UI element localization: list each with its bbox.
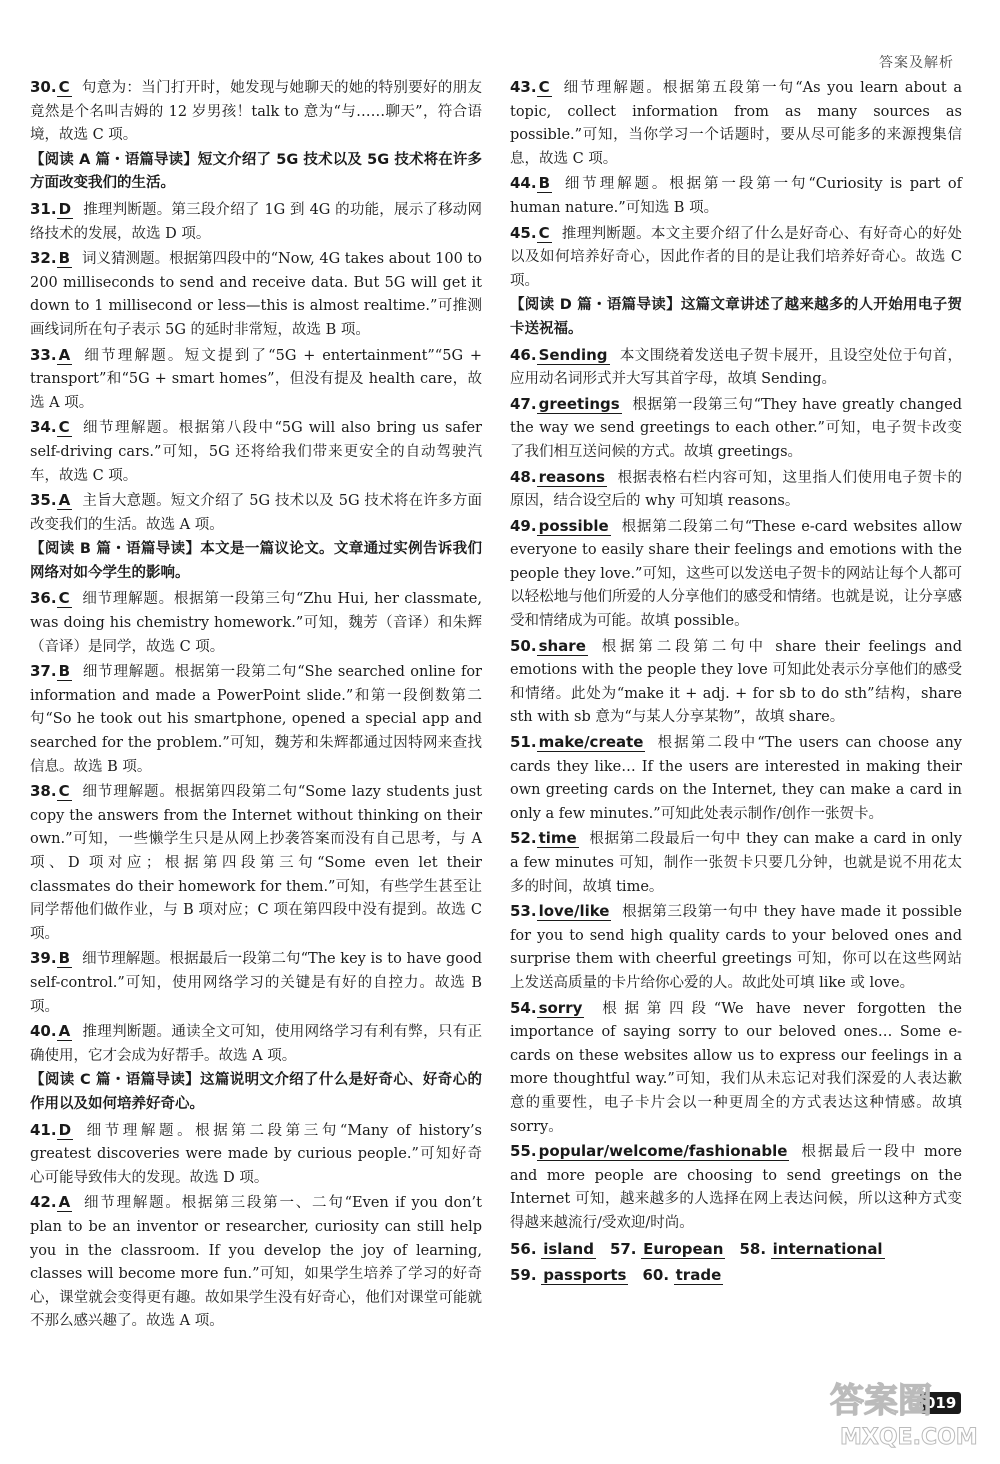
answer-key: European bbox=[643, 1239, 724, 1258]
explanation-text: 细节理解题。短文提到了“5G + entertainment”“5G + transport”和“5G + smart homes”，但没有提及 health care，故选 A 项。 bbox=[30, 347, 482, 411]
explanation-text: 细节理解题。根据第八段中“5G will also bring us safer self-driving cars.”可知，5G 还将给我们带来更安全的自动驾驶汽车，故选 C 项。 bbox=[30, 420, 482, 484]
reading-guide: 【阅读 B 篇・语篇导读】本文是一篇议论文。文章通过实例告诉我们网络对如今学生的影响。 bbox=[30, 541, 482, 581]
answer-key: A bbox=[58, 1193, 71, 1212]
answer-entry bbox=[510, 731, 962, 826]
explanation-text: 细节理解题。根据最后一段第二句“The key is to have good self-control.”可知，使用网络学习的关键是有好的自控力。故选 B 项。 bbox=[30, 951, 482, 1015]
short-answer-item bbox=[739, 1239, 884, 1258]
answer-key: D bbox=[58, 1120, 72, 1139]
question-number: 49. bbox=[510, 516, 537, 535]
answer-key: C bbox=[58, 418, 70, 437]
answer-entry bbox=[30, 1191, 482, 1334]
answer-entry bbox=[30, 660, 482, 779]
explanation-text: 主旨大意题。短文介绍了 5G 技术以及 5G 技术将在许多方面改变我们的生活。故选 A 项。 bbox=[30, 493, 482, 533]
explanation-text: 根据第二段最后一句中 they can make a card in only a few minutes 可知，制作一张贺卡只要几分钟，也就是说不用花太多的时间，故填 time。 bbox=[510, 831, 962, 895]
explanation-text: 根据表格右栏内容可知，这里指人们使用电子贺卡的原因，结合设空后的 why 可知填 reasons。 bbox=[510, 469, 962, 510]
question-number: 60. bbox=[642, 1266, 670, 1285]
left-column bbox=[30, 76, 482, 1335]
answer-key: love/like bbox=[538, 902, 610, 921]
answer-entry bbox=[30, 780, 482, 946]
answer-key: A bbox=[58, 345, 71, 364]
svg-text:答案圈: 答案圈 bbox=[830, 1381, 932, 1421]
question-number: 43. bbox=[510, 78, 537, 96]
question-number: 42. bbox=[30, 1193, 57, 1212]
question-number: 30. bbox=[30, 78, 57, 96]
answer-entry bbox=[510, 997, 962, 1140]
answer-entry bbox=[30, 344, 482, 416]
question-number: 58. bbox=[739, 1239, 767, 1258]
question-number: 56. bbox=[510, 1239, 537, 1258]
answer-entry bbox=[510, 1140, 962, 1235]
short-answer-item bbox=[510, 1239, 596, 1258]
question-number: 57. bbox=[609, 1239, 637, 1258]
question-number: 32. bbox=[30, 249, 57, 268]
explanation-text: 细节理解题。根据第三段第一、二句“Even if you don’t plan to be an inventor or researcher, curiosity can still help you in the classroom. If you develop the joy of learning, classes will become more fun.”可知，如果学生培养了学习的好奇心，课堂就会变得更有趣。故如果学生没有好奇心，他们对课堂可能就不那么感兴趣了。故选 A 项。 bbox=[30, 1195, 482, 1330]
answer-key: Sending bbox=[538, 345, 608, 364]
question-number: 38. bbox=[30, 782, 57, 801]
question-number: 46. bbox=[510, 345, 537, 364]
answer-entry bbox=[30, 247, 482, 342]
answer-key: time bbox=[538, 829, 577, 848]
answer-entry bbox=[510, 344, 962, 392]
question-number: 55. bbox=[510, 1142, 537, 1161]
explanation-text: 句意为：当门打开时，她发现与她聊天的她的特别要好的朋友竟然是个名叫吉姆的 12 岁男孩！talk to 意为“与……聊天”，符合语境，故选 C 项。 bbox=[30, 80, 482, 144]
question-number: 59. bbox=[510, 1266, 537, 1285]
answer-key: international bbox=[772, 1239, 883, 1258]
page-header: 答案及解析 bbox=[879, 55, 954, 71]
question-number: 31. bbox=[30, 199, 57, 218]
short-answer-row bbox=[510, 1238, 962, 1263]
answer-entry bbox=[30, 416, 482, 488]
answer-entry bbox=[510, 222, 962, 294]
short-answer-item bbox=[609, 1239, 726, 1258]
short-answer-item bbox=[510, 1268, 628, 1284]
explanation-text: 根据第二段中“The users can choose any cards they like… If the users are interested in making their own greeting cards on the Internet, they can make a card in only a few minutes.”可知此处表示制作/创作一张贺卡。 bbox=[510, 735, 962, 822]
explanation-text: 细节理解题。根据第四段第二句“Some lazy students just copy the answers from the Internet without thinking on their own.”可知，一些懒学生只是从网上抄袭答案而没有自己思考，与 A 项、D 项对应；根据第四段第三句“Some even let their classmates do their homework for them.”可知，有些学生甚至让同学帮他们做作业，与 B 项对应；C 项在第四段中没有提到。故选 C 项。 bbox=[30, 784, 482, 942]
answer-entry bbox=[510, 515, 962, 634]
question-number: 52. bbox=[510, 829, 537, 848]
right-column bbox=[510, 76, 962, 1289]
answer-key: B bbox=[538, 174, 551, 193]
answer-entry bbox=[510, 827, 962, 899]
explanation-text: 细节理解题。根据第一段第一句“Curiosity is part of human nature.”可知选 B 项。 bbox=[510, 176, 962, 216]
question-number: 47. bbox=[510, 394, 537, 413]
answer-entry bbox=[30, 1020, 482, 1068]
answer-key: sorry bbox=[538, 998, 583, 1017]
question-number: 39. bbox=[30, 949, 57, 968]
answer-key: trade bbox=[675, 1266, 722, 1285]
answer-key: passports bbox=[543, 1266, 627, 1285]
answer-key: popular/welcome/fashionable bbox=[538, 1142, 788, 1161]
short-answer-item bbox=[642, 1268, 723, 1284]
explanation-text: 细节理解题。根据第二段第三句“Many of history’s greatest discoveries were made by curious people.”可知好奇心可能导致伟大的发现。故选 D 项。 bbox=[30, 1122, 482, 1186]
answer-entry bbox=[30, 489, 482, 537]
explanation-text: 细节理解题。根据第一段第三句“Zhu Hui, her classmate, was doing his chemistry homework.”可知，魏芳（音译）和朱辉（音译）是同学，故选 C 项。 bbox=[30, 591, 482, 655]
explanation-text: 根据第三段第一句中 they have made it possible for you to send high quality cards to your beloved ones and surprise them with cheerful greetings 可知，你可以在这些网站上发送高质量的卡片给你心爱的人。故此处可填 like 或 love。 bbox=[510, 904, 962, 991]
question-number: 36. bbox=[30, 589, 57, 608]
answer-entry bbox=[510, 393, 962, 465]
answer-key: C bbox=[538, 78, 550, 96]
answer-key: B bbox=[58, 949, 71, 968]
answer-entry bbox=[30, 1119, 482, 1191]
explanation-text: 推理判断题。通读全文可知，使用网络学习有利有弊，只有正确使用，它才会成为好帮手。故选 A 项。 bbox=[30, 1024, 482, 1064]
question-number: 48. bbox=[510, 467, 537, 486]
answer-key: island bbox=[543, 1239, 594, 1258]
answer-key: greetings bbox=[538, 394, 620, 413]
answer-key: D bbox=[58, 199, 72, 218]
answer-key: A bbox=[58, 491, 71, 510]
reading-guide: 【阅读 A 篇・语篇导读】短文介绍了 5G 技术以及 5G 技术将在许多方面改变我们的生活。 bbox=[30, 151, 482, 192]
reading-guide: 【阅读 D 篇・语篇导读】这篇文章讲述了越来越多的人开始用电子贺卡送祝福。 bbox=[510, 297, 962, 337]
question-number: 51. bbox=[510, 733, 537, 752]
answer-key: C bbox=[538, 223, 550, 242]
explanation-text: 推理判断题。第三段介绍了 1G 到 4G 的功能，展示了移动网络技术的发展，故选 D 项。 bbox=[30, 201, 482, 242]
explanation-text: 词义猜测题。根据第四段中的“Now, 4G takes about 100 to 200 milliseconds to send and receive data. But 5G will get it down to 1 millisecond or less—this is almost realtime.”可推测画线词所在句子表示 5G 的延时非常短，故选 B 项。 bbox=[30, 251, 482, 338]
explanation-text: 根据第二段第二句“These e-card websites allow everyone to easily share their feelings and emotions with the people they love.”可知，这些可以发送电子贺卡的网站让每个人都可以轻松地与他们所爱的人分享他们的感受和情绪。也就是说，让分享感受和情绪成为可能。故填 possible。 bbox=[510, 518, 962, 630]
answer-key: share bbox=[538, 636, 586, 655]
answer-entry bbox=[30, 76, 482, 148]
explanation-text: 细节理解题。根据第一段第二句“She searched online for information and made a PowerPoint slide.”和第一段倒数第二句“So he took out his smartphone, opened a special app and searched for the problem.”可知，魏芳和朱辉都通过因特网来查找信息。故选 B 项。 bbox=[30, 664, 482, 775]
answer-key: B bbox=[58, 662, 71, 681]
question-number: 50. bbox=[510, 636, 537, 655]
answer-key: C bbox=[58, 589, 70, 608]
answer-entry bbox=[510, 900, 962, 995]
reading-guide: 【阅读 C 篇・语篇导读】这篇说明文介绍了什么是好奇心、好奇心的作用以及如何培养好奇心。 bbox=[30, 1072, 482, 1112]
question-number: 34. bbox=[30, 418, 57, 437]
answer-key: A bbox=[58, 1022, 71, 1041]
answer-key: B bbox=[58, 249, 71, 268]
explanation-text: 细节理解题。根据第五段第一句“As you learn about a topic, collect information from as many sources as possible.”可知，当你学习一个话题时，要从尽可能多的来源搜集信息，故选 C 项。 bbox=[510, 80, 962, 167]
answer-entry bbox=[30, 587, 482, 659]
explanation-text: 根据最后一段中 more and more people are choosing to send greetings on the Internet 可知，越来越多的人选择在网上表达问候，所以这种方式变得越来越流行/受欢迎/时尚。 bbox=[510, 1144, 962, 1231]
question-number: 44. bbox=[510, 174, 537, 193]
short-answer-row bbox=[510, 1264, 962, 1289]
answer-entry bbox=[510, 76, 962, 171]
explanation-text: 推理判断题。本文主要介绍了什么是好奇心、有好奇心的好处以及如何培养好奇心，因此作者的目的是让我们培养好奇心。故选 C 项。 bbox=[510, 225, 962, 289]
answer-key: make/create bbox=[538, 733, 644, 752]
answer-entry bbox=[30, 198, 482, 246]
answer-entry bbox=[510, 172, 962, 220]
explanation-text: 根据第四段“We have never forgotten the importance of saying sorry to our beloved ones… Some e-cards on these websites allow us to express our feelings in a more thoughtful way.”可知，我们从未忘记对我们深爱的人表达歉意的重要性，电子卡片会以一种更周全的方式表达这种情感。故填 sorry。 bbox=[510, 1000, 962, 1135]
answer-key: C bbox=[58, 78, 70, 96]
answer-key: C bbox=[58, 782, 70, 801]
page-number: 019 bbox=[920, 1392, 961, 1414]
answer-entry bbox=[30, 947, 482, 1019]
question-number: 35. bbox=[30, 491, 57, 510]
question-number: 40. bbox=[30, 1022, 57, 1041]
answer-key: reasons bbox=[538, 467, 606, 486]
question-number: 41. bbox=[30, 1120, 57, 1139]
question-number: 33. bbox=[30, 345, 57, 364]
explanation-text: 本文围绕着发送电子贺卡展开，且设空处位于句首，应用动名词形式并大写其首字母，故填 Sending。 bbox=[510, 347, 962, 388]
explanation-text: 根据第二段第二句中 share their feelings and emotions with the people they love 可知此处表示分享他们的感受和情绪。此处为“make it + adj. + for sb to do sth”结构，share sth with sb 意为“与某人分享某物”，故填 share。 bbox=[510, 638, 962, 726]
answer-key: possible bbox=[538, 516, 609, 535]
explanation-text: 根据第一段第三句“They have greatly changed the way we send greetings to each other.”可知，电子贺卡改变了我们相互送问候的方式。故填 greetings。 bbox=[510, 396, 962, 460]
answer-entry bbox=[510, 635, 962, 730]
answer-entry bbox=[510, 466, 962, 514]
svg-text:MXQE.COM: MXQE.COM bbox=[840, 1425, 978, 1450]
question-number: 45. bbox=[510, 223, 537, 242]
question-number: 37. bbox=[30, 662, 57, 681]
question-number: 54. bbox=[510, 998, 537, 1017]
watermark-logo bbox=[820, 1372, 980, 1452]
question-number: 53. bbox=[510, 902, 537, 921]
